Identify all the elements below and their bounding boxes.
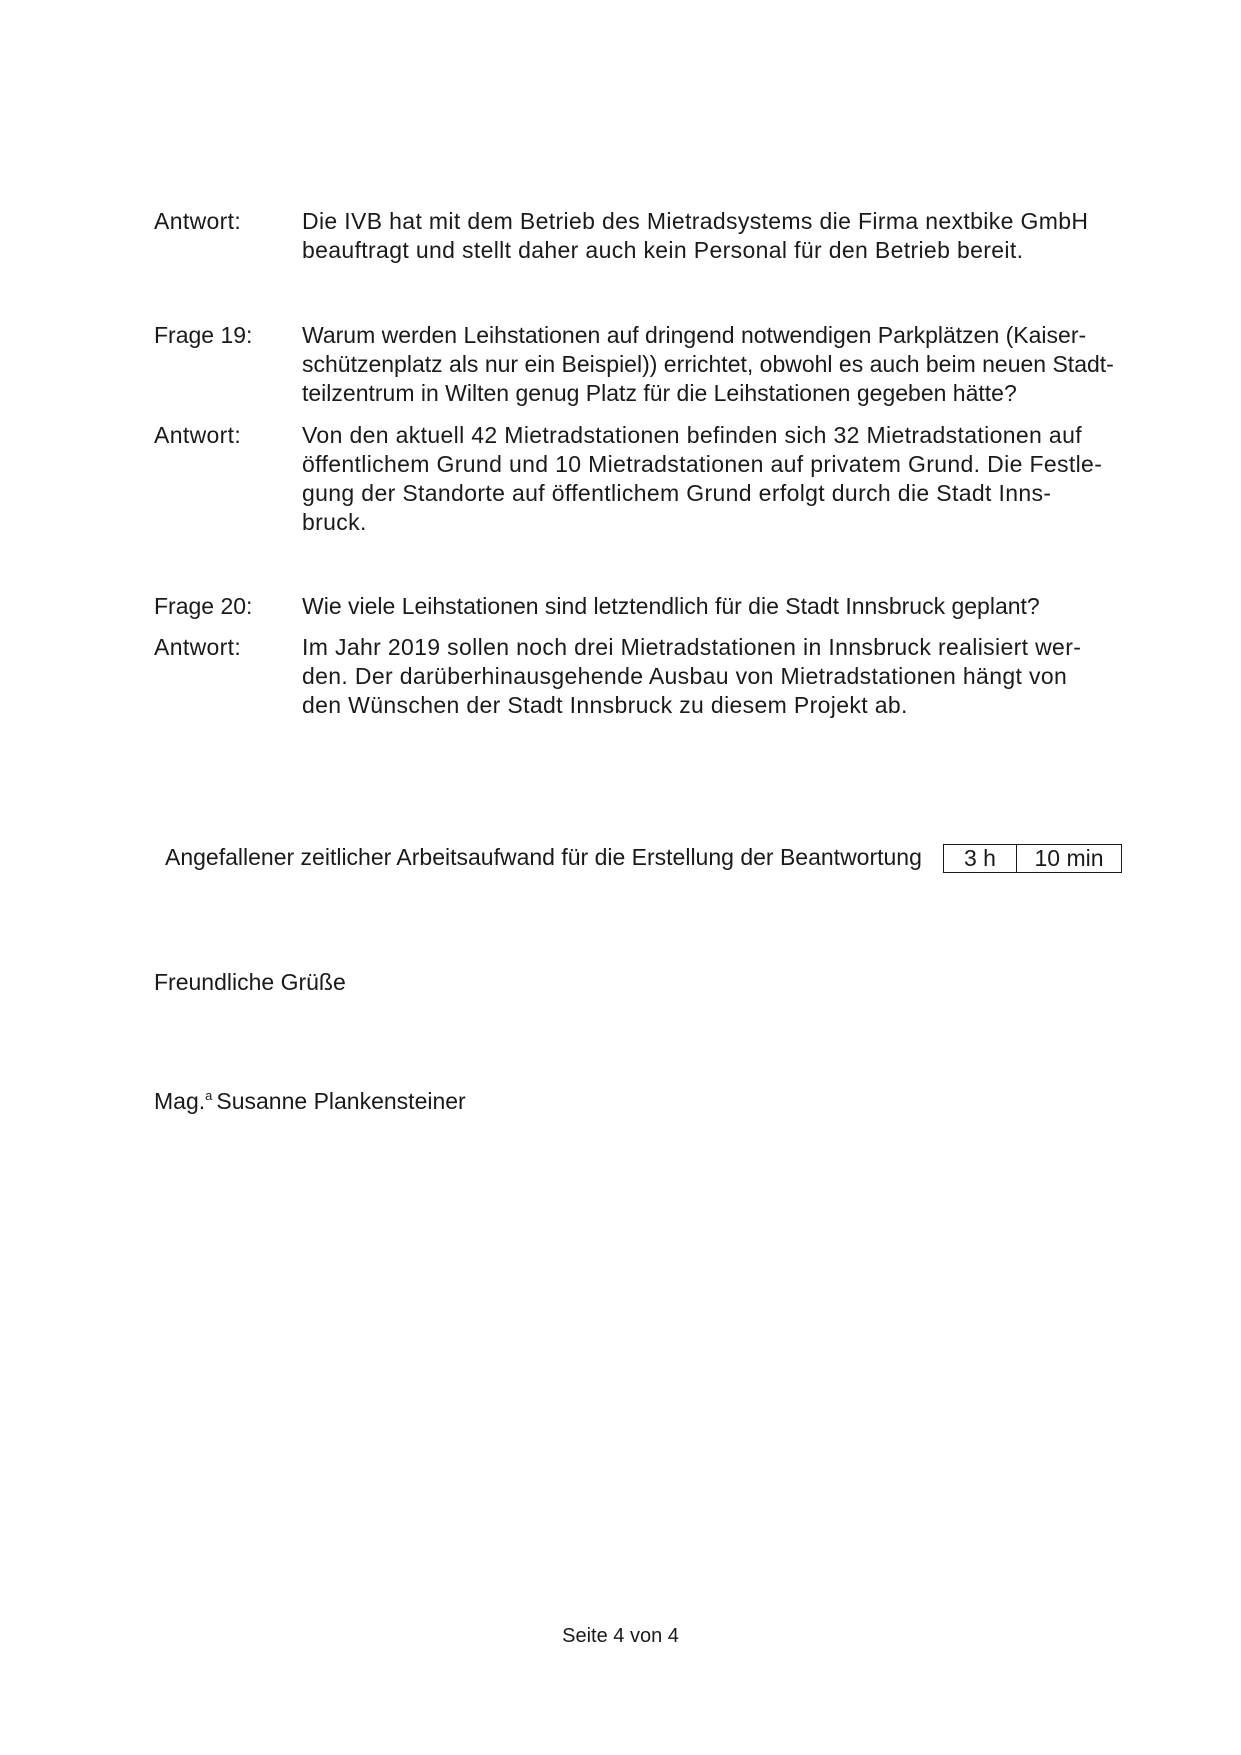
question-19 <box>154 321 1134 408</box>
answer-19-line: Von den aktuell 42 Mietradstationen befinden sich 32 Mietradstationen auf <box>302 422 1082 448</box>
closing-greeting: Freundliche Grüße <box>154 969 346 995</box>
signature-title: Mag. <box>154 1088 206 1114</box>
answer-19-line: bruck. <box>302 509 367 535</box>
effort-label: Angefallener zeitlicher Arbeitsaufwand für die Erstellung der Beantwortung <box>165 844 922 870</box>
question-20-line: Wie viele Leihstationen sind letztendlich für die Stadt Innsbruck geplant? <box>302 593 1040 619</box>
answer-18-line: Die IVB hat mit dem Betrieb des Mietradsystems die Firma nextbike GmbH <box>302 208 1089 234</box>
question-19-line: teilzentrum in Wilten genug Platz für die Leihstationen gegeben hätte? <box>302 380 1017 406</box>
answer-20 <box>154 633 1134 720</box>
effort-hours: 3 h <box>944 845 1017 872</box>
page-number: Seite 4 von 4 <box>562 1625 679 1647</box>
answer-19 <box>154 421 1134 537</box>
effort-statement <box>165 843 922 872</box>
effort-table <box>943 844 1122 873</box>
answer-20-line: Im Jahr 2019 sollen noch drei Mietradstationen in Innsbruck realisiert wer- <box>302 634 1082 660</box>
answer-20-text <box>302 633 1134 720</box>
answer-18-label: Antwort: <box>154 208 242 234</box>
answer-18-text <box>302 207 1134 265</box>
answer-19-line: öffentlichem Grund und 10 Mietradstationen auf privatem Grund. Die Festle- <box>302 451 1103 477</box>
signature-title-superscript: a <box>205 1088 213 1103</box>
signature <box>154 1081 466 1116</box>
effort-minutes: 10 min <box>1034 845 1104 871</box>
answer-18-line: beauftragt und stellt daher auch kein Personal für den Betrieb bereit. <box>302 237 1024 263</box>
question-20 <box>154 592 1134 621</box>
question-20-text <box>302 592 1134 621</box>
question-19-text <box>302 321 1134 408</box>
answer-20-line: den Wünschen der Stadt Innsbruck zu diesem Projekt ab. <box>302 692 908 718</box>
question-19-line: Warum werden Leihstationen auf dringend notwendigen Parkplätzen (Kaiser- <box>302 322 1087 348</box>
answer-18 <box>154 207 1134 265</box>
signature-name: Susanne Plankensteiner <box>216 1088 466 1114</box>
question-19-label: Frage 19: <box>154 322 253 348</box>
answer-19-label: Antwort: <box>154 422 242 448</box>
answer-19-text <box>302 421 1134 537</box>
question-20-label: Frage 20: <box>154 593 253 619</box>
answer-19-line: gung der Standorte auf öffentlichem Grund erfolgt durch die Stadt Inns- <box>302 480 1052 506</box>
answer-20-label: Antwort: <box>154 634 242 660</box>
question-19-line: schützenplatz als nur ein Beispiel)) errichtet, obwohl es auch beim neuen Stadt- <box>302 351 1114 377</box>
answer-20-line: den. Der darüberhinausgehende Ausbau von Mietradstationen hängt von <box>302 663 1068 689</box>
